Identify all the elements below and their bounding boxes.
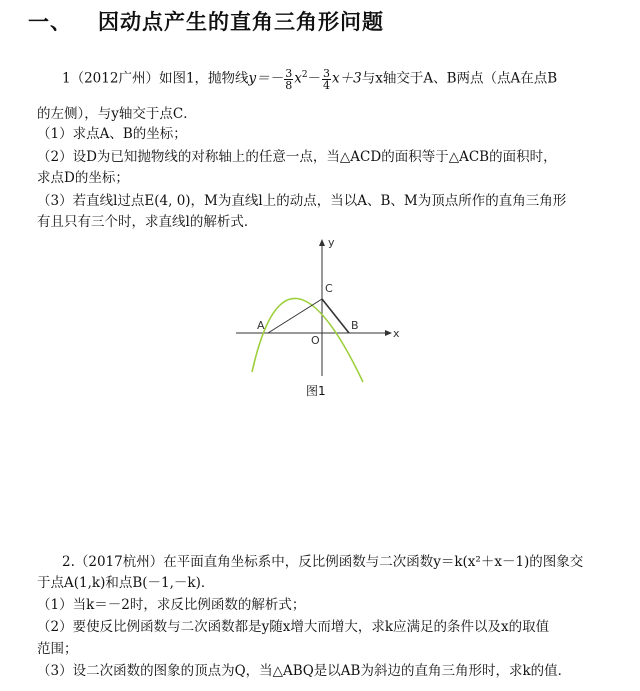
parabola-curve: [252, 298, 363, 382]
q1-frac1-num: 3: [285, 66, 293, 80]
segment-ac: [268, 299, 322, 333]
q1-intro-post: 与x轴交于A、B两点（点A在点B: [361, 70, 558, 87]
section-title: 因动点产生的直角三角形问题: [98, 10, 384, 34]
point-label-b: B: [351, 319, 359, 332]
q1-part3a: （3）若直线l过点E(4, 0)，M为直线l上的动点，当以A、B、M为顶点所作的直角三角形: [37, 193, 567, 209]
axis-label-y: y: [328, 236, 335, 249]
q2-line1: 2.（2017杭州）在平面直角坐标系中，反比例函数与二次函数y＝k(x²＋x－1)的图象交: [62, 554, 584, 570]
q1-part2a: （2）设D为已知抛物线的对称轴上的任意一点，当△ACD的面积等于△ACB的面积时，: [37, 149, 557, 165]
q2-part2a: （2）要使反比例函数与二次函数都是y随x增大而增大，求k应满足的条件以及x的取值: [37, 619, 550, 635]
x-axis-arrow: [385, 330, 392, 336]
figure-caption: 图1: [306, 384, 326, 398]
q2-part3: （3）设二次函数的图象的顶点为Q，当△ABQ是以AB为斜边的直角三角形时，求k的值．: [37, 663, 572, 679]
q1-frac2-num: 3: [323, 66, 331, 80]
q1-part3b: 有且只有三个时，求直线l的解析式．: [37, 214, 258, 230]
point-label-o: O: [311, 334, 320, 347]
q1-frac1-den: 8: [285, 78, 293, 92]
q1-eq-tail: x＋3: [332, 70, 362, 87]
axis-label-x: x: [393, 327, 400, 340]
q2-line2: 于点A(1,k)和点B(－1,－k)．: [37, 575, 215, 591]
q1-eq-y: y＝－: [248, 70, 284, 87]
q1-frac2-den: 4: [323, 78, 331, 92]
q1-eq-x2: x: [294, 70, 302, 87]
q1-part2b: 求点D的坐标；: [37, 170, 129, 186]
point-label-c: C: [325, 282, 333, 295]
q1-part1: （1）求点A、B的坐标；: [37, 126, 187, 142]
q1-eq-sq: 2: [301, 70, 308, 80]
q1-eq-minus: －: [307, 70, 322, 87]
q1-line2: 的左侧），与y轴交于点C．: [37, 106, 197, 122]
q1-intro-pre: 1（2012广州）如图1，抛物线: [62, 70, 249, 87]
section-number: 一、: [28, 10, 72, 34]
point-label-a: A: [257, 319, 265, 332]
segment-cb: [322, 299, 349, 333]
q2-part1: （1）当k＝－2时，求反比例函数的解析式；: [37, 597, 306, 613]
q2-part2b: 范围；: [37, 641, 78, 657]
y-axis-arrow: [319, 239, 325, 246]
